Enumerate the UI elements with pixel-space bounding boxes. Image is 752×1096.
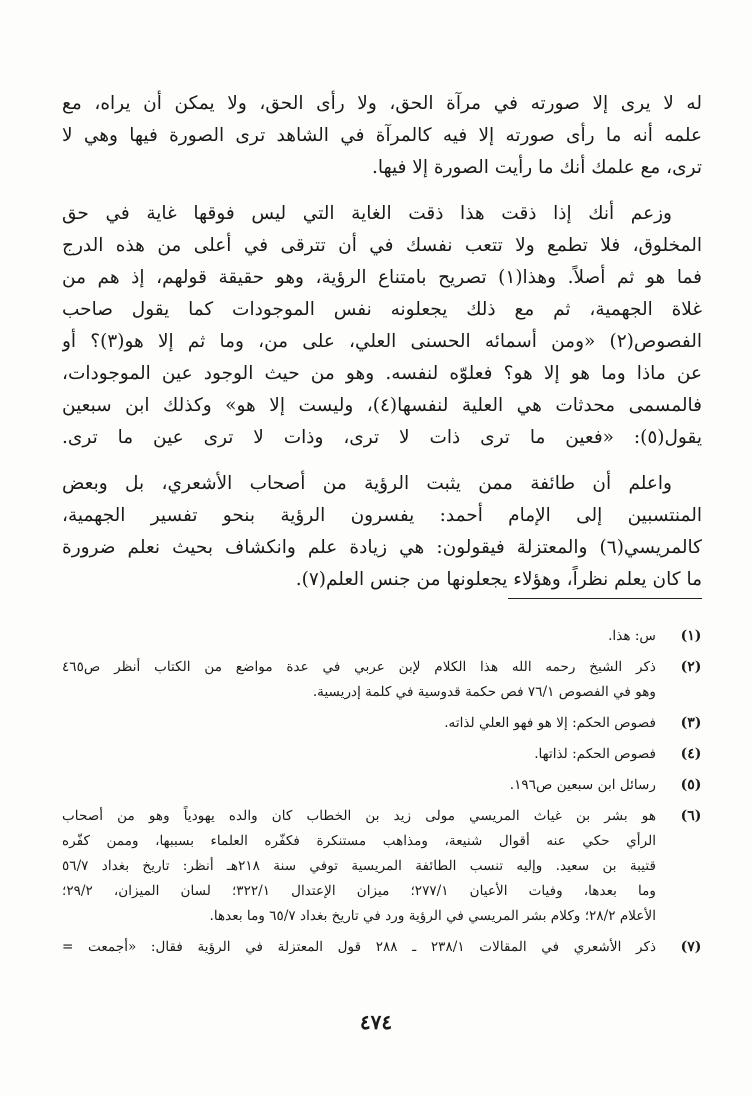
footnote-2 (62, 655, 708, 705)
footnote-1 (62, 624, 708, 649)
text-line: المخلوق، فلا تطمع ولا تتعب نفسك في أن تترقى في أعلى من هذه الدرج (62, 235, 702, 256)
paragraph-1 (62, 88, 702, 184)
footnote-7 (62, 935, 708, 960)
footnote-line: س: هذا. (608, 628, 656, 644)
text-line: غلاة الجهمية، ثم مع ذلك يجعلونه نفس الموجودات كما يقول صاحب (62, 299, 702, 320)
footnotes (62, 624, 708, 966)
text-line: وزعم أنك إذا ذقت هذا ذقت الغاية التي ليس فوقها غاية في حق (62, 203, 672, 224)
text-line: كالمريسي(٦) والمعتزلة فيقولون: هي زيادة علم وانكشاف بحيث نعلم ضرورة (62, 537, 702, 558)
text-line: المنتسبين إلى الإمام أحمد: يفسرون الرؤية بنحو تفسير الجهمية، (62, 505, 702, 526)
footnote-line: هو بشر بن غياث المريسي مولى زيد بن الخطاب كان والده يهودياً وهو من أصحاب (62, 808, 656, 824)
paragraph-2 (62, 198, 702, 454)
footnote-5 (62, 773, 708, 798)
text-line: فما هو ثم أصلاً. وهذا(١) تصريح بامتناع الرؤية، وهو حقيقة قولهم، إذ هم من (62, 267, 702, 288)
footnote-line: فصوص الحكم: إلا هو فهو العلي لذاته. (444, 715, 656, 731)
footnote-6 (62, 804, 708, 929)
footnote-line: الرأي حكي عنه أقوال شنيعة، ومذاهب مستنكرة فكفّره العلماء بسببها، وممن كفّره (62, 833, 656, 849)
footnote-number: (٧) (680, 939, 702, 955)
text-line: ما كان يعلم نظراً، وهؤلاء يجعلونها من جنس العلم(٧). (295, 569, 702, 590)
footnote-number: (٢) (680, 659, 702, 675)
text-line: له لا يرى إلا صورته في مرآة الحق، ولا رأى الحق، ولا يمكن أن يراه، مع (62, 93, 702, 114)
footnote-line: ذكر الشيخ رحمه الله هذا الكلام لإبن عربي في عدة مواضع من الكتاب أنظر ص٤٦٥ (62, 659, 656, 675)
footnote-line: وهو في الفصوص ٧٦/١ فص حكمة قدوسية في كلمة إدريسية. (312, 684, 656, 700)
text-line: الفصوص(٢) «ومن أسمائه الحسنى العلي، على من، وما ثم إلا هو(٣)؟ أو (62, 331, 702, 352)
footnote-number: (٤) (680, 746, 702, 762)
footnote-number: (٣) (680, 715, 702, 731)
footnote-number: (٦) (680, 808, 702, 824)
footnote-line: وما بعدها، وفيات الأعيان ٢٧٧/١؛ ميزان الإعتدال ٣٢٢/١؛ لسان الميزان، ٢٩/٢؛ (62, 883, 656, 899)
footnote-line: الأعلام ٢٨/٢؛ وكلام بشر المريسي في الرؤية ورد في تاريخ بغداد ٦٥/٧ وما بعدها. (209, 908, 656, 924)
text-line: ترى، مع علمك أنك ما رأيت الصورة إلا فيها. (371, 157, 702, 178)
footnote-line: ذكر الأشعري في المقالات ٢٣٨/١ ـ ٢٨٨ قول المعتزلة في الرؤية فقال: «أجمعت = (62, 939, 656, 955)
text-line: عن ماذا وما هو إلا هو؟ فعلوّه لنفسه. وهو من حيث الوجود عين الموجودات، (62, 363, 702, 384)
main-text (62, 88, 702, 610)
footnote-4 (62, 742, 708, 767)
footnote-line: رسائل ابن سبعين ص١٩٦. (509, 777, 656, 793)
text-line: يقول(٥): «فعين ما ترى ذات لا ترى، وذات لا ترى عين ما ترى. (62, 427, 702, 448)
text-line: واعلم أن طائفة ممن يثبت الرؤية من أصحاب الأشعري، بل وبعض (62, 473, 672, 494)
text-line: علمه أنه ما رأى صورته إلا فيه كالمرآة في الشاهد ترى الصورة فيها وهي لا (62, 125, 702, 146)
footnote-number: (١) (680, 628, 702, 644)
page-number: ٤٧٤ (359, 1010, 393, 1034)
paragraph-3 (62, 468, 702, 596)
footnote-divider (508, 598, 702, 599)
footnote-line: قتيبة بن سعيد. وإليه تنسب الطائفة المريسية توفي سنة ٢١٨هـ أنظر: تاريخ بغداد ٥٦/٧ (62, 858, 656, 874)
footnote-number: (٥) (680, 777, 702, 793)
text-line: فالمسمى محدثات هي العلية لنفسها(٤)، وليست إلا هو» وكذلك ابن سبعين (62, 395, 702, 416)
footnote-line: فصوص الحكم: لذاتها. (534, 746, 656, 762)
footnote-3 (62, 711, 708, 736)
